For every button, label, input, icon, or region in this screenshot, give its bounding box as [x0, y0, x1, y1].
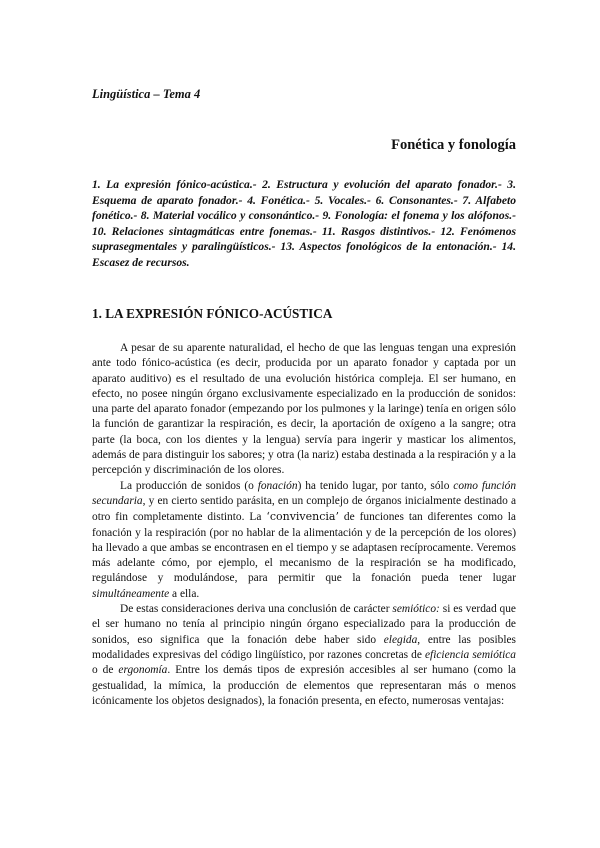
emphasis: eficiencia semiótica: [424, 648, 516, 661]
paragraph-2: [92, 479, 516, 602]
emphasis: elegida: [383, 633, 418, 646]
text-run: De estas consideraciones deriva una conclusión de carácter: [120, 603, 393, 616]
paragraph-1: A pesar de su aparente naturalidad, el hecho de que las lenguas tengan una expresión ante todo fónico-acústica (es decir, producida por un aparato fonador y captada por un aparato auditivo) es el resultado de una evolución histórica compleja. El ser humano, en efecto, no posee ningún órgano exclusivamente especializado en la producción de sonidos: una parte del aparato fonador (empezando por los pulmones y la laringe) tenía en origen sólo la función de garantizar la respiración, es decir, la aportación de oxígeno a la sangre; otra parte (la boca, con los dientes y la lengua) servía para ingerir y masticar los alimentos, además de para distinguir los sabores; y otra (la nariz) estaba destinada a la respiración y a la percepción y discriminación de los olores.: [92, 342, 516, 477]
emphasis: simultáneamente: [92, 587, 170, 600]
emphasis: fonación: [257, 479, 298, 492]
text-run: , entre las posibles modalidades expresivas del código lingüístico, por razones concretas de: [92, 633, 516, 661]
text-run: , y en cierto sentido parásita, en un complejo de órganos inicialmente destinado a otro fin completamente distinto. La: [92, 494, 516, 524]
emphasis: semiótico:: [392, 603, 440, 616]
text-run: o de: [92, 664, 119, 677]
section-heading: 1. LA EXPRESIÓN FÓNICO-ACÚSTICA: [92, 306, 333, 321]
page-title: Fonética y fonología: [391, 137, 516, 153]
text-run: . Entre los demás tipos de expresión accesibles al ser humano (como la gestualidad, la mímica, la producción de elementos que representaran más o menos icónicamente los objetos designados), la fonación presenta, en efecto, numerosas ventajas:: [92, 664, 516, 707]
page-header: Lingüística – Tema 4: [92, 87, 201, 101]
text-run: de funciones tan diferentes como la fonación y la respiración (por no hablar de la alimentación y de la percepción de los olores) ha llevado a que ambas se encontrasen en el tiempo y se adaptasen recíprocamente. Veremos más adelante cómo, por ejemplo, el mecanismo de la respiración se ha modificado, regulándose y modulándose, para permitir que la fonación pueda tener lugar: [92, 511, 516, 585]
paragraph-3: [92, 602, 516, 709]
text-run: La producción de sonidos (o: [120, 479, 258, 492]
quoted-term: ‘convivencia’: [266, 510, 339, 524]
body-text: [92, 341, 516, 709]
text-run: si es verdad que el ser humano no tenía al principio ningún órgano especializado para la producción de sonidos, eso significa que la fonación debe haber sido: [92, 603, 516, 646]
text-run: a ella.: [169, 587, 200, 600]
emphasis: ergonomía: [118, 664, 168, 677]
emphasis: como función secundaria: [92, 479, 517, 507]
topic-summary: 1. La expresión fónico-acústica.- 2. Estructura y evolución del aparato fonador.- 3. Esquema de aparato fonador.- 4. Fonética.- 5. Vocales.- 6. Consonantes.- 7. Alfabeto fonético.- 8. Material vocálico y consonántico.- 9. Fonología: el fonema y los alófonos.- 10. Relaciones sintagmáticas entre fonemas.- 11. Rasgos distintivos.- 12. Fenómenos suprasegmentales y paralingüísticos.- 13. Aspectos fonológicos de la entonación.- 14. Escasez de recursos.: [92, 178, 516, 269]
text-run: ) ha tenido lugar, por tanto, sólo: [297, 479, 454, 492]
